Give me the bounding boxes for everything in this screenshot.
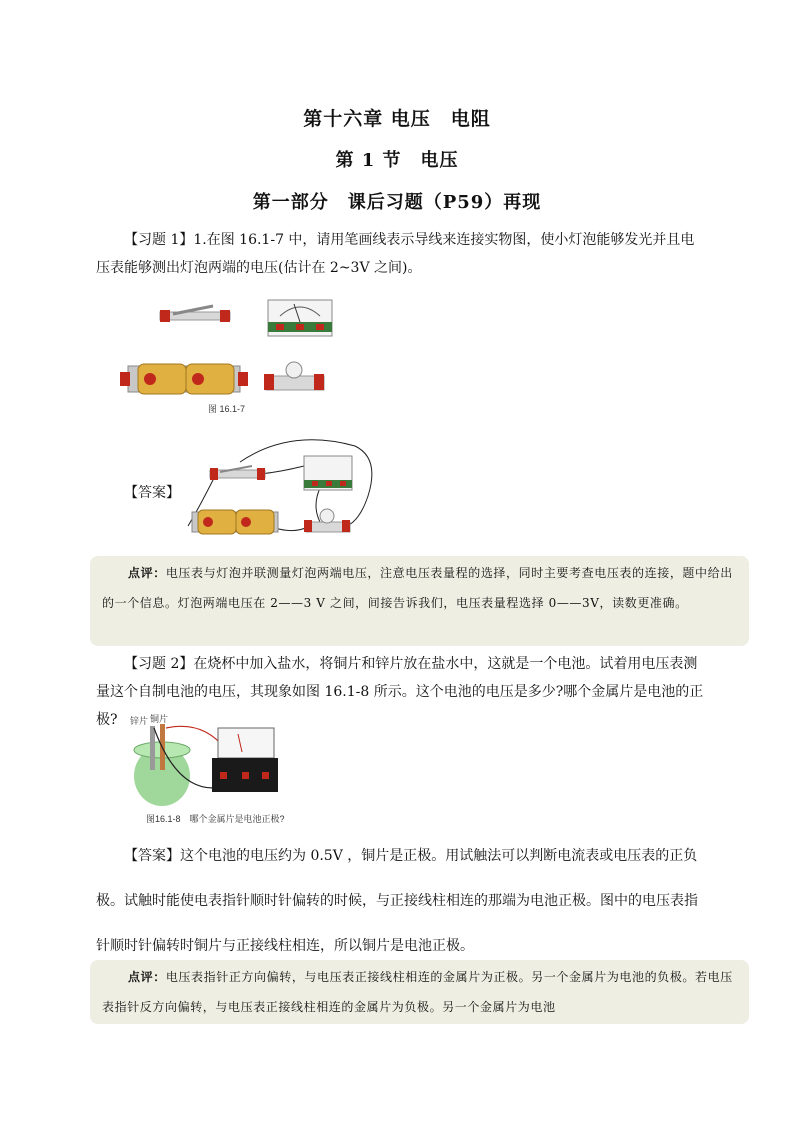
voltmeter-component [268, 300, 332, 336]
battery-pack-component [120, 364, 248, 394]
exercise-2-answer [96, 834, 706, 969]
comment-1-label: 点评： [128, 566, 166, 580]
exercise-2-answer-tag: 【答案】 [124, 848, 180, 864]
answer-wiring-figure [180, 436, 380, 536]
exercise-1-tag: 【习题 1】 [124, 232, 194, 248]
section-title: 第 1 节 电压 [335, 150, 459, 171]
chapter-title: 第十六章 电压 电阻 [303, 108, 491, 130]
switch-component [160, 306, 230, 322]
bulb-holder-component [264, 362, 324, 390]
comment-2-label: 点评： [128, 970, 166, 984]
exercise-1-answer-tag: 【答案】 [124, 485, 180, 501]
zinc-plate-label: 锌片 [130, 716, 149, 726]
exercise-2-tag: 【习题 2】 [124, 656, 194, 672]
exercise-2-answer-text: 这个电池的电压约为 0.5V ，铜片是正极。用试触法可以判断电流表或电压表的正负极。试触时能使电表指针顺时针偏转的时候，与正接线柱相连的那端为电池正极。图中的电压表指针顺时针偏转时铜片与正接线柱相连，所以铜片是电池正极。 [96, 848, 698, 954]
copper-plate-label: 铜片 [150, 714, 169, 724]
part-title: 第一部分 课后习题（P59）再现 [252, 192, 542, 213]
figure-16-1-8-caption: 图16.1-8 哪个金属片是电池正极? [146, 814, 285, 824]
comment-box-1 [90, 556, 749, 646]
comment-1-text: 电压表与灯泡并联测量灯泡两端电压，注意电压表量程的选择，同时主要考查电压表的连接，题中给出的一个信息。灯泡两端电压在 2——3 V 之间，间接告诉我们，电压表量程选择 0——3V，读数更准确。 [102, 566, 733, 610]
figure-16-1-7-caption: 图 16.1-7 [208, 404, 246, 414]
exercise-1 [96, 226, 706, 282]
comment-box-2 [90, 960, 749, 1024]
exercise-2-text: 在烧杯中加入盐水，将铜片和锌片放在盐水中，这就是一个电池。试着用电压表测量这个自制电池的电压，其现象如图 16.1-8 所示。这个电池的电压是多少?哪个金属片是电池的正极? [96, 656, 704, 728]
comment-2-text: 电压表指针正方向偏转，与电压表正接线柱相连的金属片为正极。另一个金属片为电池的负极。若电压表指针反方向偏转，与电压表正接线柱相连的金属片为负极。另一个金属片为电池 [102, 970, 733, 1014]
figure-16-1-7 [118, 284, 338, 419]
exercise-1-text: 1.在图 16.1-7 中，请用笔画线表示导线来连接实物图，使小灯泡能够发光并且电压表能够测出灯泡两端的电压(估计在 2~3V 之间)。 [96, 232, 695, 276]
